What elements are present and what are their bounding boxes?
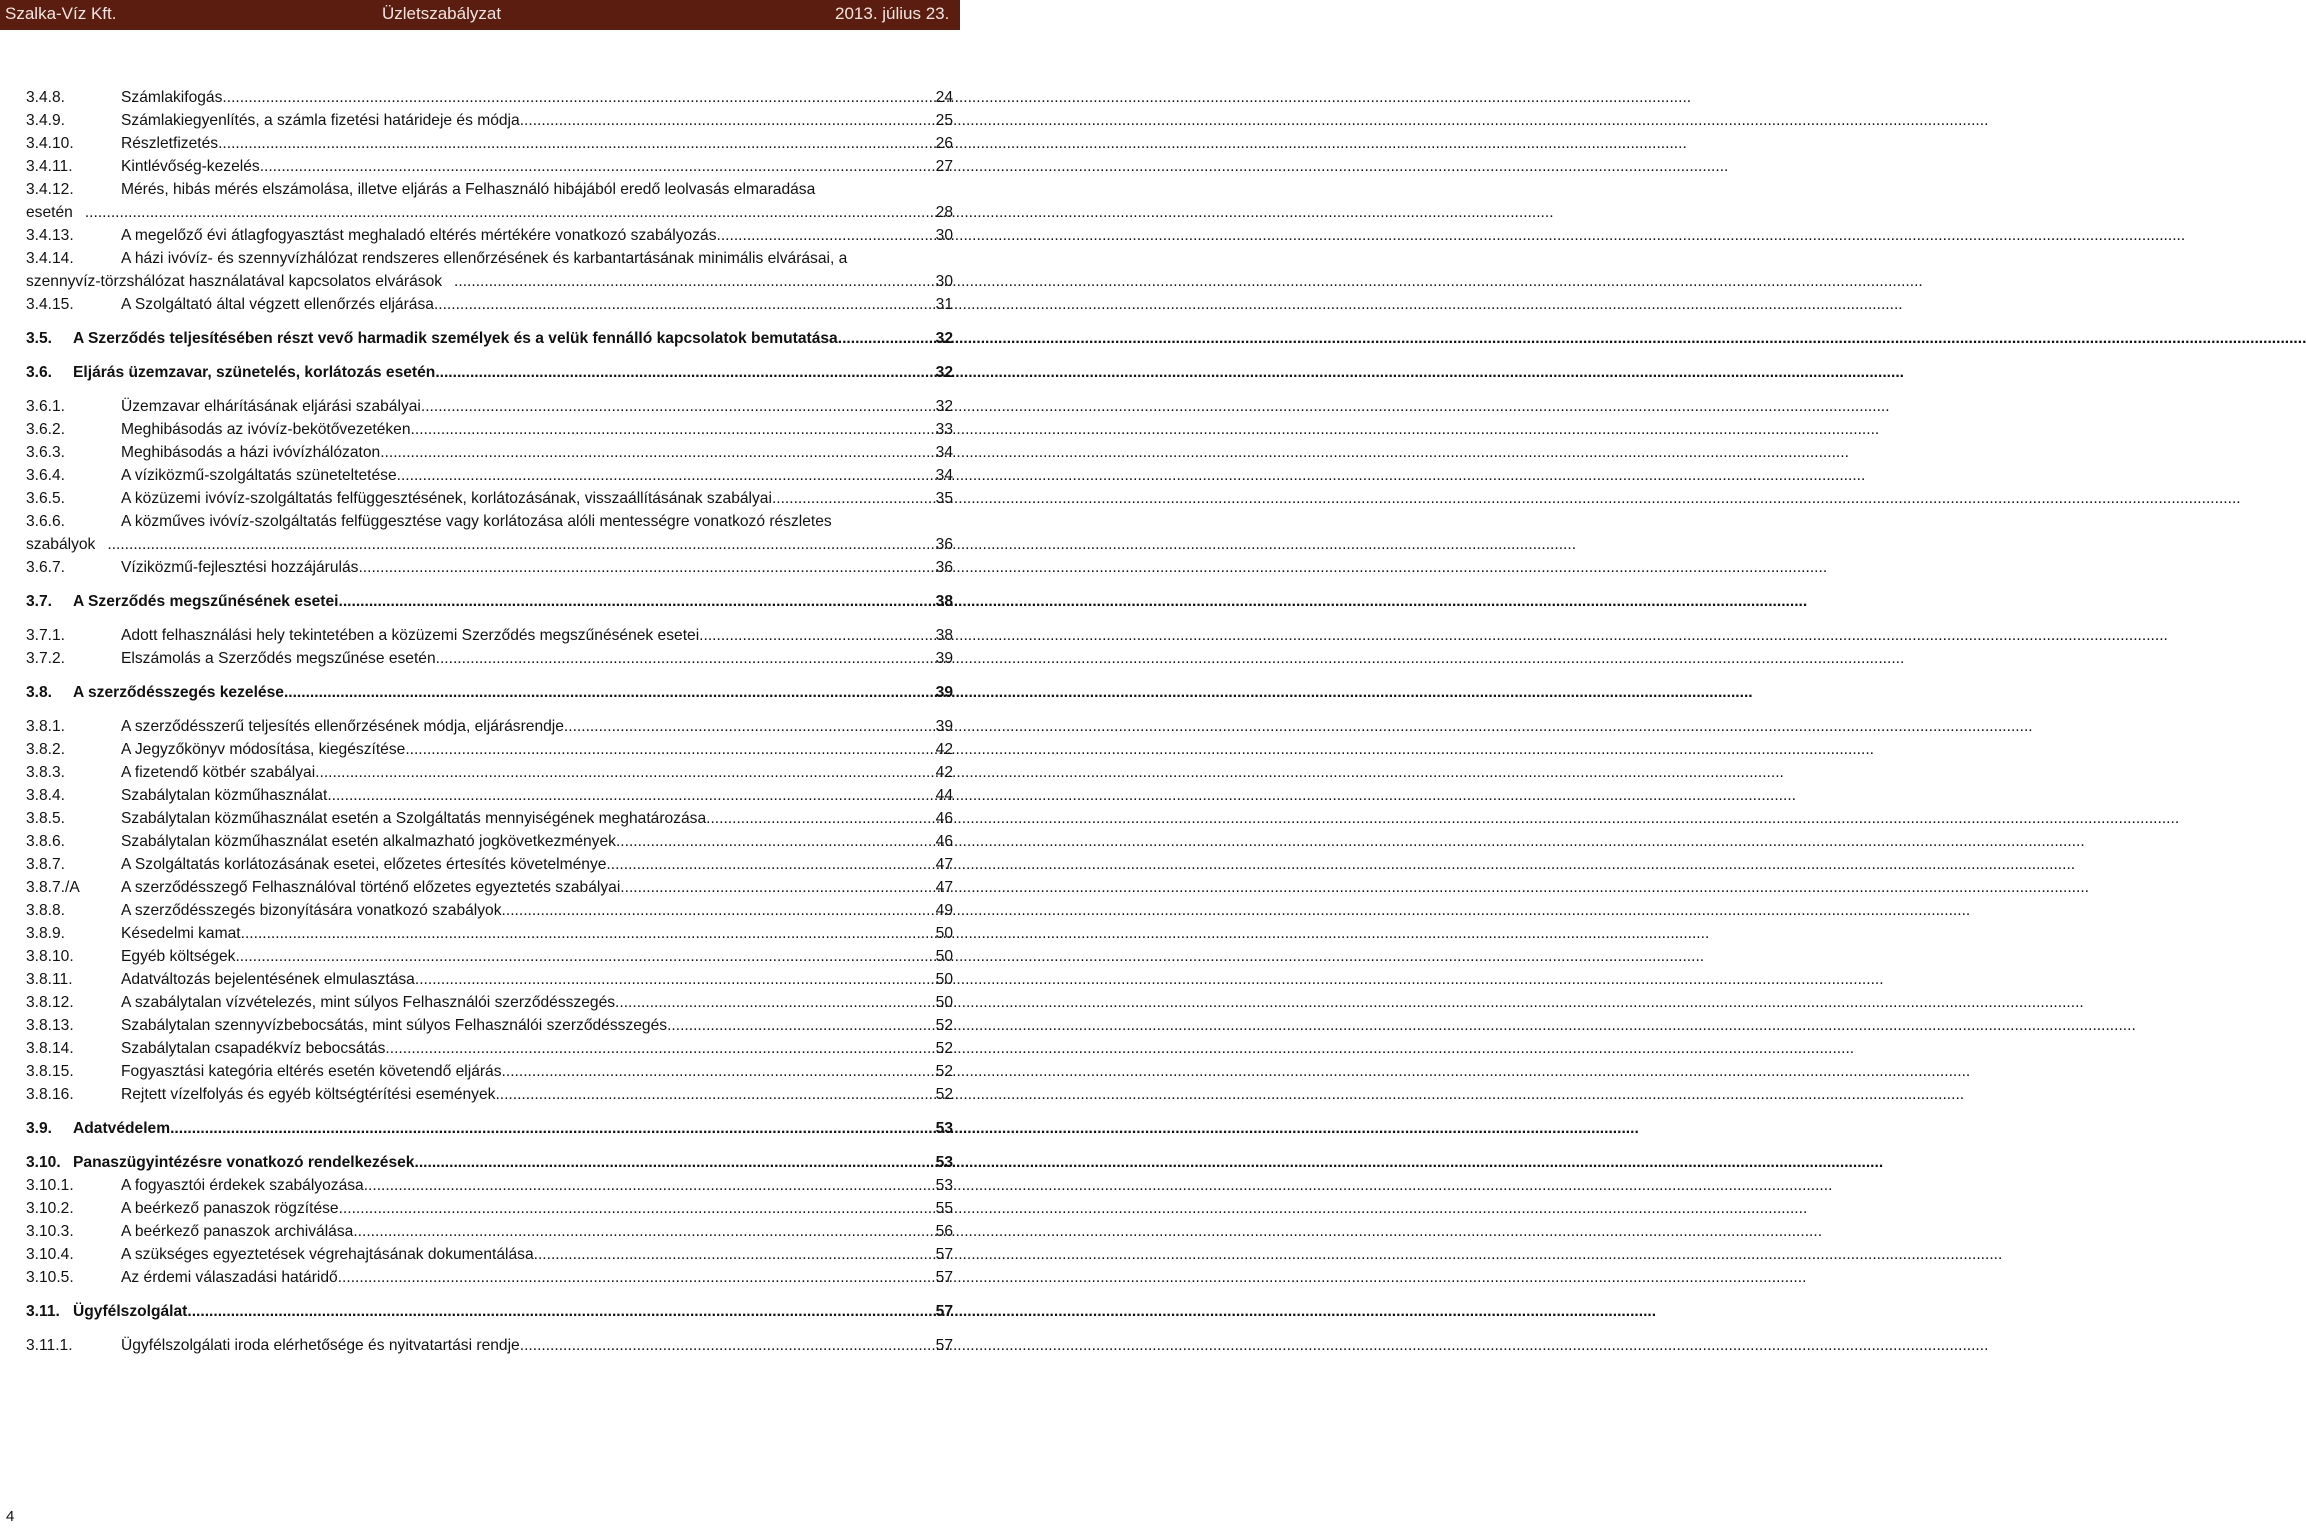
toc-number: 3.10.4. [26,1246,74,1263]
toc-leader [415,968,934,991]
toc-leader [411,418,934,441]
toc-entry[interactable] [26,830,953,853]
toc-title: Mérés, hibás mérés elszámolása, illetve eljárás a Felhasználó hibájából eredő leolvasás elmaradása [121,181,816,198]
toc-leader [85,201,934,224]
toc-leader [170,1117,934,1140]
toc-page: 57 [935,1303,953,1320]
toc-page: 27 [935,158,953,175]
toc-title: Késedelmi kamat [121,925,241,942]
toc-leader [364,1174,934,1197]
toc-number: 3.6.7. [26,559,66,576]
toc-page: 50 [935,994,953,1011]
toc-page: 53 [935,1177,953,1194]
page-number: 4 [6,1508,15,1525]
toc-leader [436,647,934,670]
toc-title: A Jegyzőkönyv módosítása, kiegészítése [121,741,406,758]
toc-page: 46 [935,833,953,850]
toc-leader [520,1334,934,1357]
toc-leader [241,922,934,945]
toc-title: A víziközmű-szolgáltatás szüneteltetése [121,467,397,484]
toc-title: Kintlévőség-kezelés [121,158,260,175]
toc-number: 3.6. [26,364,53,381]
toc-number: 3.4.13. [26,227,74,244]
toc-page: 38 [935,627,953,644]
toc-entry[interactable] [26,899,953,922]
toc-entry[interactable] [26,178,953,224]
toc-number: 3.10.3. [26,1223,74,1240]
toc-leader [218,132,934,155]
toc-title: A Szolgáltató által végzett ellenőrzés eljárása [121,296,434,313]
toc-title-continued: esetén [26,204,73,221]
toc-page: 26 [935,135,953,152]
toc-entry[interactable] [26,968,953,991]
toc-leader [222,86,933,109]
toc-number: 3.8.1. [26,718,66,735]
toc-section-entry[interactable] [26,1117,953,1140]
toc-page: 31 [935,296,953,313]
toc-number: 3.7.2. [26,650,66,667]
toc-title: A szabálytalan vízvételezés, mint súlyos Felhasználói szerződésszegés [121,994,616,1011]
toc-title: A közüzemi ivóvíz-szolgáltatás felfüggesztésének, korlátozásának, visszaállításának szabályai [121,490,772,507]
toc-leader [358,556,933,579]
toc-title: A Szolgáltatás korlátozásának esetei, előzetes értesítés követelménye [121,856,607,873]
toc-page: 30 [935,227,953,244]
toc-leader [615,991,934,1014]
toc-section-entry[interactable] [26,1151,953,1174]
toc-leader [327,784,933,807]
toc-number: 3.6.4. [26,467,66,484]
toc-entry[interactable] [26,1334,953,1357]
toc-title: Elszámolás a Szerződés megszűnése esetén [121,650,436,667]
toc-page: 56 [935,1223,953,1240]
toc-leader [620,876,933,899]
toc-number: 3.6.2. [26,421,66,438]
toc-leader [414,1151,933,1174]
toc-title: Fogyasztási kategória eltérés esetén követendő eljárás [121,1063,502,1080]
toc-page: 42 [935,764,953,781]
toc-leader [435,361,933,384]
toc-page: 33 [935,421,953,438]
toc-number: 3.8.15. [26,1063,74,1080]
toc-title: Szabálytalan közműhasználat [121,787,328,804]
toc-page: 42 [935,741,953,758]
toc-leader [534,1243,934,1266]
toc-number: 3.8.9. [26,925,66,942]
toc-title: Ügyfélszolgálati iroda elérhetősége és nyitvatartási rendje [121,1337,520,1354]
toc-title: Adatvédelem [73,1120,171,1137]
toc-page: 30 [935,273,953,290]
toc-entry[interactable] [26,86,953,109]
toc-entry[interactable] [26,647,953,670]
toc-leader [520,109,934,132]
toc-leader [235,945,933,968]
toc-number: 3.6.1. [26,398,66,415]
toc-title: Szabálytalan szennyvízbebocsátás, mint súlyos Felhasználói szerződésszegés [121,1017,668,1034]
toc-number: 3.4.14. [26,250,74,267]
toc-title: Szabálytalan csapadékvíz bebocsátás [121,1040,386,1057]
toc-number: 3.8.14. [26,1040,74,1057]
toc-entry[interactable] [26,1266,953,1289]
toc-title: Meghibásodás az ivóvíz-bekötővezetéken [121,421,411,438]
toc-number: 3.11.1. [26,1337,73,1354]
toc-leader [385,1037,933,1060]
toc-section-entry[interactable] [26,590,953,613]
toc-leader [717,224,934,247]
toc-entry[interactable] [26,1037,953,1060]
toc-page: 57 [935,1337,953,1354]
toc-page: 52 [935,1017,953,1034]
toc-leader [606,853,933,876]
toc-number: 3.8.6. [26,833,66,850]
toc-leader [667,1014,934,1037]
toc-entry[interactable] [26,418,953,441]
header-date: 2013. július 23. [835,4,950,23]
toc-entry[interactable] [26,109,953,132]
toc-entry[interactable] [26,784,953,807]
toc-entry[interactable] [26,441,953,464]
toc-page: 39 [935,650,953,667]
toc-leader [338,1266,934,1289]
toc-number: 3.4.15. [26,296,74,313]
toc-title: Adatváltozás bejelentésének elmulasztása [121,971,415,988]
toc-title: A Szerződés teljesítésében részt vevő harmadik személyek és a velük fennálló kapcsolatok bemutatása [73,330,838,347]
toc-number: 3.8.12. [26,994,74,1011]
toc-entry[interactable] [26,1083,953,1106]
toc-number: 3.8. [26,684,53,701]
toc-entry[interactable] [26,155,953,178]
table-of-contents [26,86,953,1357]
page-header [0,0,960,30]
toc-leader [502,1060,934,1083]
toc-page: 57 [935,1269,953,1286]
toc-page: 53 [935,1120,953,1137]
toc-entry[interactable] [26,922,953,945]
toc-leader [397,464,934,487]
toc-title: Ügyfélszolgálat [73,1303,188,1320]
toc-leader [710,807,933,830]
toc-title-continued: szennyvíz-törzshálózat használatával kapcsolatos elvárások [26,273,443,290]
toc-entry[interactable] [26,1014,953,1037]
toc-title: Szabálytalan közműhasználat esetén alkalmazható jogkövetkezmények [121,833,616,850]
toc-leader [616,830,934,853]
toc-title: Adott felhasználási hely tekintetében a közüzemi Szerződés megszűnésének esetei [121,627,700,644]
toc-number: 3.10.5. [26,1269,74,1286]
toc-leader [339,1197,934,1220]
toc-entry[interactable] [26,1060,953,1083]
toc-number: 3.4.11. [26,158,73,175]
toc-page: 35 [935,490,953,507]
toc-page: 25 [935,112,953,129]
toc-section-entry[interactable] [26,681,953,704]
toc-page: 32 [935,398,953,415]
toc-leader [421,395,934,418]
toc-page: 50 [935,925,953,942]
toc-number: 3.8.2. [26,741,66,758]
toc-leader [699,624,933,647]
toc-entry[interactable] [26,715,953,738]
toc-number: 3.5. [26,330,53,347]
toc-number: 3.7. [26,593,53,610]
toc-page: 39 [935,684,953,701]
toc-number: 3.9. [26,1120,53,1137]
toc-entry[interactable] [26,293,953,316]
toc-title: A fizetendő kötbér szabályai [121,764,316,781]
toc-leader [564,715,934,738]
toc-number: 3.10.1. [26,1177,74,1194]
toc-number: 3.10. [26,1154,61,1171]
toc-title: Üzemzavar elhárításának eljárási szabályai [121,398,421,415]
toc-title: A szükséges egyeztetések végrehajtásának dokumentálása [121,1246,534,1263]
toc-page: 47 [935,856,953,873]
toc-title-continued: szabályok [26,536,96,553]
toc-entry[interactable] [26,395,953,418]
toc-title: Szabálytalan közműhasználat esetén a Szolgáltatás mennyiségének meghatározása. [121,810,711,827]
toc-title: Számlakiegyenlítés, a számla fizetési határideje és módja [121,112,520,129]
toc-number: 3.7.1. [26,627,66,644]
toc-page: 55 [935,1200,953,1217]
toc-page: 47 [935,879,953,896]
toc-page: 34 [935,444,953,461]
toc-entry[interactable] [26,132,953,155]
toc-page: 32 [935,330,953,347]
header-company: Szalka-Víz Kft. [5,4,117,23]
toc-page: 52 [935,1040,953,1057]
toc-page: 53 [935,1154,953,1171]
toc-leader [284,681,934,704]
toc-title: A beérkező panaszok archiválása [121,1223,354,1240]
toc-entry[interactable] [26,1243,953,1266]
toc-leader [380,441,933,464]
toc-entry[interactable] [26,738,953,761]
toc-number: 3.6.6. [26,513,66,530]
toc-page: 36 [935,559,953,576]
toc-page: 50 [935,971,953,988]
toc-title: A fogyasztói érdekek szabályozása [121,1177,364,1194]
toc-page: 52 [935,1086,953,1103]
toc-page: 57 [935,1246,953,1263]
toc-section-entry[interactable] [26,327,953,350]
toc-title: Meghibásodás a házi ivóvízhálózaton [121,444,381,461]
toc-entry[interactable] [26,761,953,784]
toc-title: A szerződésszerű teljesítés ellenőrzésének módja, eljárásrendje [121,718,564,735]
toc-title: Egyéb költségek [121,948,236,965]
toc-entry[interactable] [26,487,953,510]
toc-page: 52 [935,1063,953,1080]
toc-leader [405,738,933,761]
header-title: Üzletszabályzat [382,4,502,23]
toc-number: 3.10.2. [26,1200,74,1217]
toc-leader [107,533,933,556]
toc-page: 49 [935,902,953,919]
toc-leader [434,293,934,316]
toc-leader [495,1083,933,1106]
toc-page: 24 [935,89,953,106]
toc-page: 34 [935,467,953,484]
toc-entry[interactable] [26,624,953,647]
toc-leader [772,487,934,510]
toc-page: 38 [935,593,953,610]
toc-page: 44 [935,787,953,804]
toc-number: 3.4.10. [26,135,74,152]
toc-number: 3.4.12. [26,181,74,198]
toc-number: 3.6.5. [26,490,66,507]
toc-entry[interactable] [26,224,953,247]
toc-number: 3.11. [26,1303,60,1320]
toc-number: 3.8.11. [26,971,73,988]
toc-title: Az érdemi válaszadási határidő [121,1269,338,1286]
toc-leader [315,761,933,784]
toc-leader [260,155,934,178]
toc-number: 3.8.8. [26,902,66,919]
toc-entry[interactable] [26,464,953,487]
toc-number: 3.8.13. [26,1017,74,1034]
toc-number: 3.8.3. [26,764,66,781]
toc-entry[interactable] [26,853,953,876]
toc-title: Panaszügyintézésre vonatkozó rendelkezések [73,1154,415,1171]
toc-number: 3.6.3. [26,444,66,461]
toc-entry[interactable] [26,1197,953,1220]
toc-leader [339,590,934,613]
toc-page: 46 [935,810,953,827]
toc-number: 3.8.16. [26,1086,74,1103]
toc-title: A szerződésszegés bizonyítására vonatkozó szabályok [121,902,502,919]
toc-title: Víziközmű-fejlesztési hozzájárulás [121,559,359,576]
toc-entry[interactable] [26,807,953,830]
toc-leader [187,1300,933,1323]
toc-title: A megelőző évi átlagfogyasztást meghaladó eltérés mértékére vonatkozó szabályozás [121,227,717,244]
toc-entry[interactable] [26,1174,953,1197]
toc-section-entry[interactable] [26,361,953,384]
toc-number: 3.8.4. [26,787,66,804]
toc-number: 3.4.9. [26,112,66,129]
toc-number: 3.4.8. [26,89,66,106]
toc-leader [353,1220,933,1243]
toc-title: A Szerződés megszűnésének esetei [73,593,339,610]
toc-page: 32 [935,364,953,381]
toc-section-entry[interactable] [26,1300,953,1323]
toc-number: 3.8.7./A [26,879,80,896]
toc-title: A szerződésszegés kezelése [73,684,284,701]
toc-title: A beérkező panaszok rögzítése [121,1200,339,1217]
toc-entry[interactable] [26,945,953,968]
toc-title: Rejtett vízelfolyás és egyéb költségtérítési események [121,1086,496,1103]
toc-number: 3.8.5. [26,810,66,827]
toc-leader [502,899,934,922]
toc-title: A szerződésszegő Felhasználóval történő előzetes egyeztetés szabályai [121,879,621,896]
toc-entry[interactable] [26,247,953,293]
toc-page: 39 [935,718,953,735]
toc-entry[interactable] [26,510,953,556]
toc-entry[interactable] [26,876,953,899]
toc-leader [838,327,934,350]
toc-page: 28 [935,204,953,221]
toc-number: 3.8.10. [26,948,74,965]
toc-entry[interactable] [26,991,953,1014]
toc-title: Eljárás üzemzavar, szünetelés, korlátozás esetén [73,364,436,381]
toc-page: 50 [935,948,953,965]
toc-title: Részletfizetés [121,135,219,152]
toc-title: A közműves ivóvíz-szolgáltatás felfüggesztése vagy korlátozása alóli mentességre vonatkozó részletes [121,513,832,530]
toc-leader [454,270,934,293]
toc-title: Számlakifogás [121,89,223,106]
toc-entry[interactable] [26,1220,953,1243]
toc-page: 36 [935,536,953,553]
toc-number: 3.8.7. [26,856,66,873]
toc-title: A házi ivóvíz- és szennyvízhálózat rendszeres ellenőrzésének és karbantartásának minimális elvárásai, a [121,250,848,267]
toc-entry[interactable] [26,556,953,579]
